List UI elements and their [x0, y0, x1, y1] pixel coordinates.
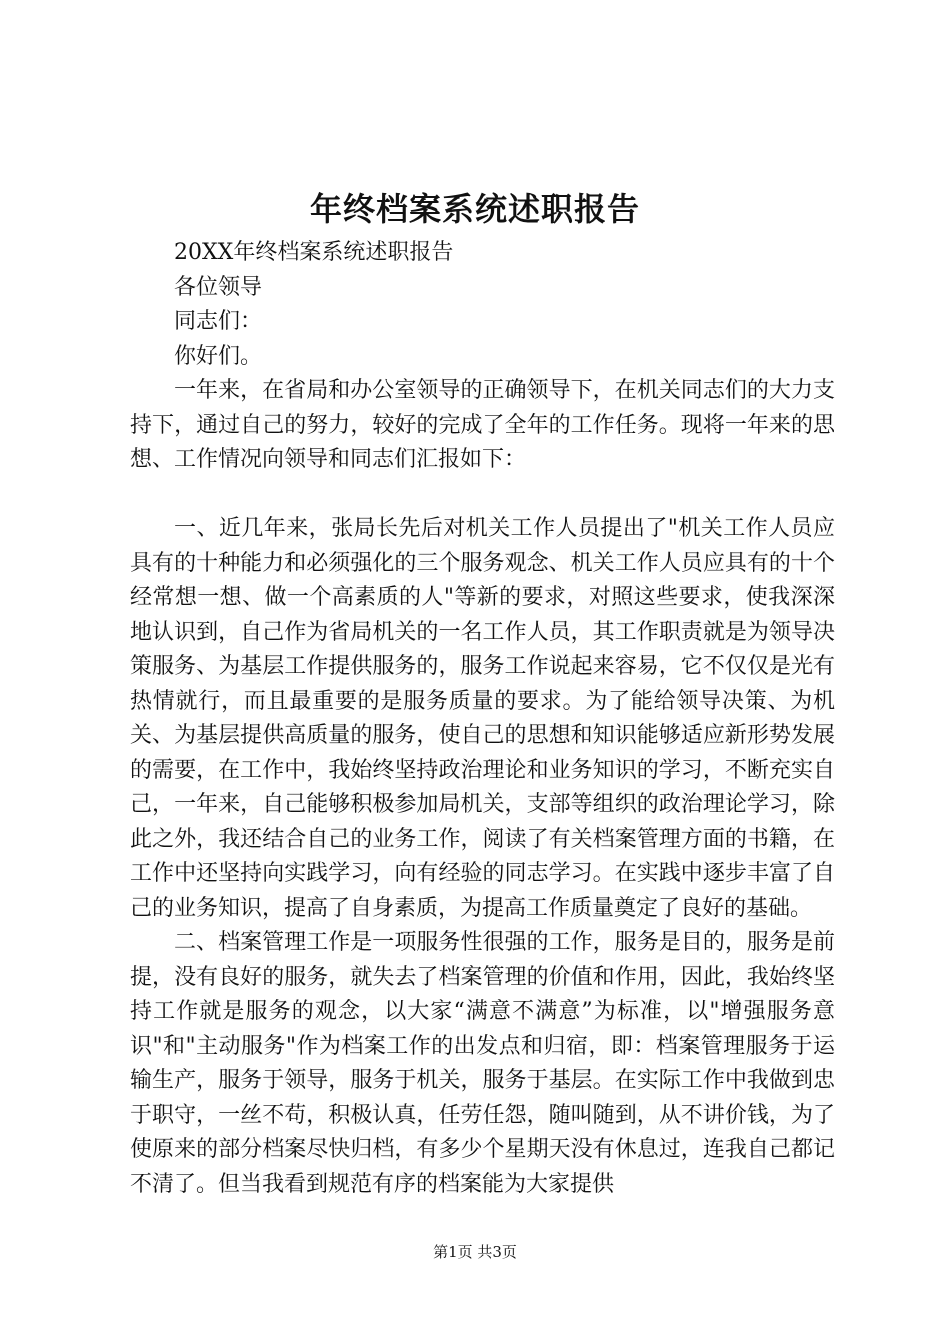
paragraph: 一、近几年来，张局长先后对机关工作人员提出了"机关工作人员应具有的十种能力和必须强化的三个服务观念、机关工作人员应具有的十个经常想一想、做一个高素质的人"等新的要求，对照这些要求，使我深深地认识到，自己作为省局机关的一名工作人员，其工作职责就是为领导决策服务、为基层工作提供服务的，服务工作说起来容易，它不仅仅是光有热情就行，而且最重要的是服务质量的要求。为了能给领导决策、为机关、为基层提供高质量的服务，使自己的思想和知识能够适应新形势发展的需要，在工作中，我始终坚持政治理论和业务知识的学习，不断充实自己，一年来，自己能够积极参加局机关，支部等组织的政治理论学习，除此之外，我还结合自己的业务工作，阅读了有关档案管理方面的书籍，在工作中还坚持向实践学习，向有经验的同志学习。在实践中逐步丰富了自己的业务知识，提高了自身素质，为提高工作质量奠定了良好的基础。 [130, 516, 835, 921]
greeting-line: 你好们。 [174, 343, 263, 369]
paragraph: 二、档案管理工作是一项服务性很强的工作，服务是目的，服务是前提，没有良好的服务，就失去了档案管理的价值和作用，因此，我始终坚持工作就是服务的观念，以大家“满意不满意”为标准，以"增强服务意识"和"主动服务"作为档案工作的出发点和归宿，即：档案管理服务于运输生产，服务于领导，服务于机关，服务于基层。在实际工作中我做到忠于职守，一丝不苟，积极认真，任劳任怨，随叫随到，从不讲价钱，为了使原来的部分档案尽快归档，有多少个星期天没有休息过，连我自己都记不清了。但当我看到规范有序的档案能为大家提供 [130, 930, 835, 1197]
document-body [130, 236, 835, 1202]
document-title: 年终档案系统述职报告 [309, 190, 640, 228]
greeting-line: 各位领导 [174, 274, 263, 300]
page-footer: 第1页 共3页 [433, 1243, 517, 1261]
greeting-line: 同志们： [174, 309, 263, 334]
blank-line [130, 478, 835, 513]
paragraph: 一年来，在省局和办公室领导的正确领导下，在机关同志们的大力支持下，通过自己的努力，较好的完成了全年的工作任务。现将一年来的思想、工作情况向领导和同志们汇报如下： [130, 378, 835, 472]
subtitle-line: 20XX年终档案系统述职报告 [174, 240, 454, 265]
